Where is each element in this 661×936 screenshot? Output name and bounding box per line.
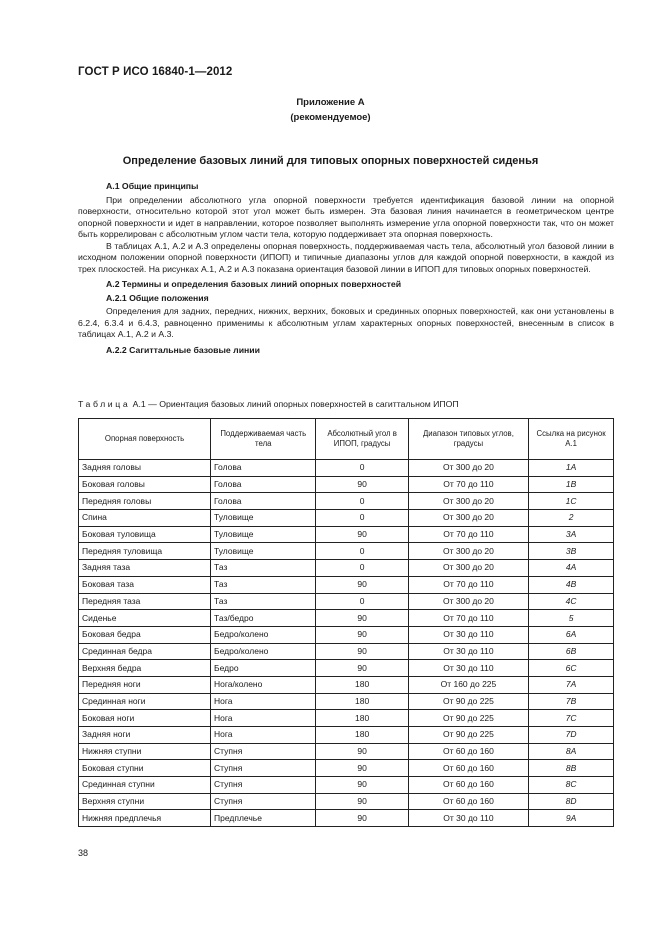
figure-ref-cell: 3B: [529, 543, 614, 560]
angle-range-cell: От 300 до 20: [408, 543, 528, 560]
annex-label: [0, 95, 661, 125]
support-surface-cell: Передняя таза: [79, 593, 211, 610]
support-surface-cell: Боковая ступни: [79, 760, 211, 777]
table-row: [79, 777, 614, 794]
angle-range-cell: От 60 до 160: [408, 743, 528, 760]
table-caption-text: А.1 — Ориентация базовых линий опорных поверхностей в сагиттальном ИПОП: [130, 399, 459, 409]
body-part-cell: Ступня: [211, 760, 316, 777]
body-part-cell: Голова: [211, 476, 316, 493]
support-surface-cell: Верхняя ступни: [79, 793, 211, 810]
support-surface-cell: Задняя головы: [79, 460, 211, 477]
table-row: [79, 593, 614, 610]
figure-ref-cell: 8D: [529, 793, 614, 810]
figure-ref-cell: 2: [529, 510, 614, 527]
section-a21-heading: А.2.1 Общие положения: [106, 292, 209, 303]
angle-range-cell: От 70 до 110: [408, 576, 528, 593]
angle-range-cell: От 160 до 225: [408, 676, 528, 693]
table-row: [79, 476, 614, 493]
support-surface-cell: Передняя ноги: [79, 676, 211, 693]
figure-ref-cell: 4B: [529, 576, 614, 593]
figure-ref-cell: 7A: [529, 676, 614, 693]
table-row: [79, 526, 614, 543]
body-part-cell: Бедро/колено: [211, 626, 316, 643]
support-surface-cell: Срединная бедра: [79, 643, 211, 660]
section-a1-heading: А.1 Общие принципы: [106, 181, 199, 191]
figure-ref-cell: 7D: [529, 727, 614, 744]
body-part-cell: Нога: [211, 710, 316, 727]
angle-range-cell: От 30 до 110: [408, 810, 528, 827]
body-part-cell: Голова: [211, 460, 316, 477]
figure-ref-cell: 3A: [529, 526, 614, 543]
table-row: [79, 576, 614, 593]
angle-range-cell: От 300 до 20: [408, 493, 528, 510]
support-surface-cell: Задняя таза: [79, 560, 211, 577]
angle-range-cell: От 60 до 160: [408, 760, 528, 777]
absolute-angle-cell: 0: [316, 493, 408, 510]
table-row: [79, 493, 614, 510]
section-a21-paragraph: Определения для задних, передних, нижних, верхних, боковых и срединных опорных поверхностей, как они установлены в 6.2.4, 6.3.4 и 6.4.3, равноценно применимы к абсолютным углам характерных опорных поверхностей, внесенным в список в таблицах А.1, А.2 и А.3.: [78, 306, 614, 339]
body-part-cell: Таз: [211, 576, 316, 593]
table-row: [79, 727, 614, 744]
annex-heading: Определение базовых линий для типовых опорных поверхностей сиденья: [122, 155, 539, 167]
support-surface-cell: Сиденье: [79, 610, 211, 627]
support-surface-cell: Боковая бедра: [79, 626, 211, 643]
table-row: [79, 810, 614, 827]
table-caption: [78, 399, 459, 409]
header-body-part: Поддерживаемая часть тела: [211, 419, 316, 460]
absolute-angle-cell: 90: [316, 793, 408, 810]
body-part-cell: Туловище: [211, 526, 316, 543]
section-a22-heading: А.2.2 Сагиттальные базовые линии: [106, 344, 260, 355]
table-row: [79, 510, 614, 527]
table-row: [79, 543, 614, 560]
absolute-angle-cell: 90: [316, 610, 408, 627]
figure-ref-cell: 1C: [529, 493, 614, 510]
table-row: [79, 743, 614, 760]
angle-range-cell: От 90 до 225: [408, 710, 528, 727]
document-code: ГОСТ Р ИСО 16840-1—2012: [78, 66, 233, 78]
table-row: [79, 710, 614, 727]
body-part-cell: Бедро: [211, 660, 316, 677]
body-text: [78, 181, 614, 358]
page-number: 38: [78, 848, 89, 858]
support-surface-cell: Боковая головы: [79, 476, 211, 493]
section-a1-paragraph-1: При определении абсолютного угла опорной поверхности требуется идентификация базовой линии на опорной поверхности, относительно которой этот угол может быть измерен. Эта базовая линия начинается в геометрическом центре опорной поверхности и идет в направлении, которое позволяет выполнять измерение угла опорной поверхности так, что он может быть коррелирован с абсолютным углом части тела, которую поддерживает эта опорная поверхность.: [78, 194, 614, 239]
table-row: [79, 560, 614, 577]
table-row: [79, 760, 614, 777]
orientation-table: [78, 418, 614, 827]
figure-ref-cell: 4C: [529, 593, 614, 610]
absolute-angle-cell: 90: [316, 576, 408, 593]
support-surface-cell: Нижняя ступни: [79, 743, 211, 760]
absolute-angle-cell: 90: [316, 660, 408, 677]
figure-ref-cell: 1A: [529, 460, 614, 477]
header-angle-range: Диапазон типовых углов, градусы: [408, 419, 528, 460]
figure-ref-cell: 8C: [529, 777, 614, 794]
body-part-cell: Таз: [211, 593, 316, 610]
header-figure-ref: Ссылка на рисунок А.1: [529, 419, 614, 460]
body-part-cell: Таз/бедро: [211, 610, 316, 627]
absolute-angle-cell: 0: [316, 460, 408, 477]
absolute-angle-cell: 0: [316, 593, 408, 610]
absolute-angle-cell: 180: [316, 676, 408, 693]
absolute-angle-cell: 90: [316, 760, 408, 777]
absolute-angle-cell: 180: [316, 727, 408, 744]
header-absolute-angle: Абсолютный угол в ИПОП, градусы: [316, 419, 408, 460]
support-surface-cell: Задняя ноги: [79, 727, 211, 744]
angle-range-cell: От 90 до 225: [408, 727, 528, 744]
angle-range-cell: От 60 до 160: [408, 793, 528, 810]
absolute-angle-cell: 90: [316, 526, 408, 543]
support-surface-cell: Передняя головы: [79, 493, 211, 510]
table-row: [79, 693, 614, 710]
angle-range-cell: От 90 до 225: [408, 693, 528, 710]
figure-ref-cell: 8B: [529, 760, 614, 777]
angle-range-cell: От 30 до 110: [408, 660, 528, 677]
body-part-cell: Таз: [211, 560, 316, 577]
body-part-cell: Ступня: [211, 793, 316, 810]
support-surface-cell: Боковая таза: [79, 576, 211, 593]
body-part-cell: Туловище: [211, 510, 316, 527]
figure-ref-cell: 8A: [529, 743, 614, 760]
absolute-angle-cell: 90: [316, 777, 408, 794]
table-row: [79, 793, 614, 810]
absolute-angle-cell: 0: [316, 510, 408, 527]
angle-range-cell: От 70 до 110: [408, 526, 528, 543]
annex-title: Приложение А: [296, 97, 365, 108]
support-surface-cell: Верхняя бедра: [79, 660, 211, 677]
figure-ref-cell: 1B: [529, 476, 614, 493]
body-part-cell: Предплечье: [211, 810, 316, 827]
figure-ref-cell: 5: [529, 610, 614, 627]
body-part-cell: Нога/колено: [211, 676, 316, 693]
section-a1-paragraph-2: В таблицах А.1, А.2 и А.3 определены опорная поверхность, поддерживаемая часть тела, абсолютный угол базовой линии в исходном положении опорной поверхности (ИПОП) и типичные диапазоны углов для каждой опорной поверхности, в каждой из трех плоскостей. На рисунках А.1, А.2 и А.3 показана ориентация базовой линии в ИПОП для типовых опорных поверхностей.: [78, 240, 614, 274]
table-row: [79, 643, 614, 660]
angle-range-cell: От 30 до 110: [408, 626, 528, 643]
absolute-angle-cell: 90: [316, 626, 408, 643]
figure-ref-cell: 4A: [529, 560, 614, 577]
header-support-surface: Опорная поверхность: [79, 419, 211, 460]
table-row: [79, 676, 614, 693]
absolute-angle-cell: 180: [316, 693, 408, 710]
table-row: [79, 460, 614, 477]
absolute-angle-cell: 0: [316, 543, 408, 560]
absolute-angle-cell: 0: [316, 560, 408, 577]
support-surface-cell: Срединная ступни: [79, 777, 211, 794]
section-a2-heading: А.2 Термины и определения базовых линий опорных поверхностей: [106, 279, 402, 289]
absolute-angle-cell: 90: [316, 743, 408, 760]
table-caption-label: Таблица: [78, 399, 131, 409]
table-row: [79, 660, 614, 677]
angle-range-cell: От 70 до 110: [408, 610, 528, 627]
absolute-angle-cell: 90: [316, 643, 408, 660]
body-part-cell: Ступня: [211, 777, 316, 794]
body-part-cell: Ступня: [211, 743, 316, 760]
angle-range-cell: От 300 до 20: [408, 460, 528, 477]
figure-ref-cell: 7C: [529, 710, 614, 727]
body-part-cell: Голова: [211, 493, 316, 510]
support-surface-cell: Спина: [79, 510, 211, 527]
body-part-cell: Бедро/колено: [211, 643, 316, 660]
figure-ref-cell: 9A: [529, 810, 614, 827]
figure-ref-cell: 6B: [529, 643, 614, 660]
table-header-row: [79, 419, 614, 460]
annex-status: (рекомендуемое): [290, 112, 371, 123]
figure-ref-cell: 6C: [529, 660, 614, 677]
angle-range-cell: От 60 до 160: [408, 777, 528, 794]
figure-ref-cell: 7B: [529, 693, 614, 710]
angle-range-cell: От 70 до 110: [408, 476, 528, 493]
support-surface-cell: Нижняя предплечья: [79, 810, 211, 827]
figure-ref-cell: 6A: [529, 626, 614, 643]
absolute-angle-cell: 90: [316, 476, 408, 493]
angle-range-cell: От 300 до 20: [408, 593, 528, 610]
body-part-cell: Туловище: [211, 543, 316, 560]
absolute-angle-cell: 90: [316, 810, 408, 827]
support-surface-cell: Передняя туловища: [79, 543, 211, 560]
angle-range-cell: От 300 до 20: [408, 510, 528, 527]
absolute-angle-cell: 180: [316, 710, 408, 727]
angle-range-cell: От 30 до 110: [408, 643, 528, 660]
table-body: [79, 460, 614, 827]
support-surface-cell: Срединная ноги: [79, 693, 211, 710]
body-part-cell: Нога: [211, 693, 316, 710]
support-surface-cell: Боковая туловища: [79, 526, 211, 543]
table-row: [79, 610, 614, 627]
body-part-cell: Нога: [211, 727, 316, 744]
angle-range-cell: От 300 до 20: [408, 560, 528, 577]
table-row: [79, 626, 614, 643]
support-surface-cell: Боковая ноги: [79, 710, 211, 727]
